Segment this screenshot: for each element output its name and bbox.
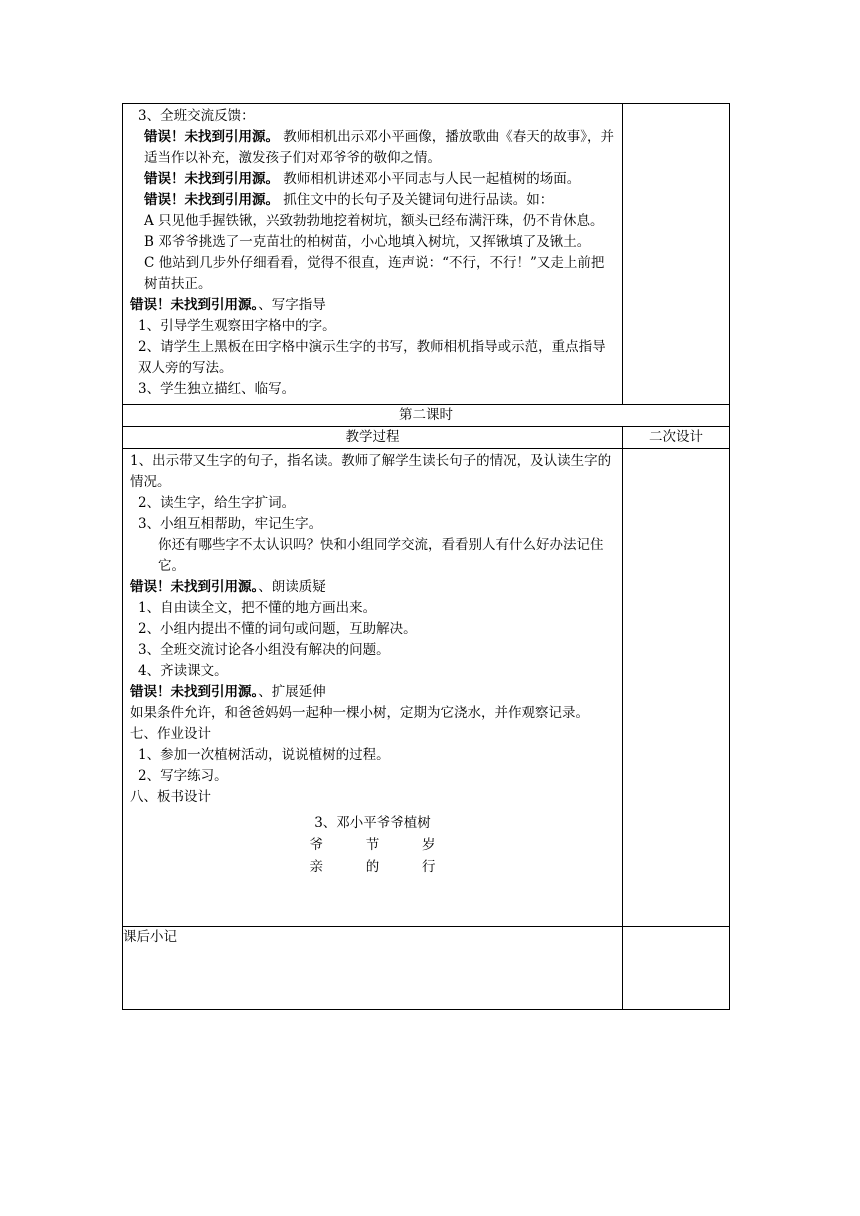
process-header: 教学过程: [123, 427, 623, 449]
text-line: [130, 493, 615, 514]
line-text: 、写字指导: [258, 297, 326, 313]
line-text: 3、全班交流讨论各小组没有解决的问题。: [138, 642, 390, 658]
line-text: 2、读生字，给生字扩词。: [138, 495, 296, 511]
line-text: B 邓爷爷挑选了一克苗壮的柏树苗，小心地填入树坑，又挥锹填了及锹土。: [144, 234, 591, 250]
line-text: 七、作业设计: [130, 726, 211, 742]
text-line: [130, 724, 615, 745]
lesson2-title: 第二课时: [123, 405, 730, 427]
text-line: [130, 703, 615, 724]
redesign-header: 二次设计: [623, 427, 730, 449]
line-text: 3、全班交流反馈：: [138, 108, 255, 124]
line-text: 教师相机讲述邓小平同志与人民一起植树的场面。: [279, 171, 581, 187]
board-row-2: [123, 856, 622, 878]
text-line: [130, 106, 615, 127]
line-text: 3、小组互相帮助，牢记生字。: [138, 516, 323, 532]
board-char: 节: [365, 837, 380, 853]
board-design: [123, 812, 622, 926]
lesson-plan-table: [122, 103, 730, 1010]
line-text: 、朗读质疑: [258, 579, 326, 595]
line-text: 抓住文中的长句子及关键词句进行品读。如：: [279, 192, 554, 208]
header-row: [123, 427, 730, 449]
lesson2-title-row: [123, 405, 730, 427]
notes-side-cell: [623, 927, 730, 1010]
board-char: 岁: [422, 837, 436, 853]
line-text: 1、参加一次植树活动，说说植树的过程。: [138, 747, 390, 763]
text-line: [130, 514, 615, 535]
line-text: 、扩展延伸: [258, 684, 326, 700]
text-line: [130, 190, 615, 211]
line-text: 1、引导学生观察田字格中的字。: [138, 318, 336, 334]
line-text: 如果条件允许，和爸爸妈妈一起种一棵小树，定期为它浇水，并作观察记录。: [130, 705, 589, 721]
line-text: C 他站到几步外仔细看看，觉得不很直，连声说：“不行，不行！”又走上前把树苗扶正。: [144, 255, 605, 292]
board-title: 3、邓小平爷爷植树: [314, 815, 431, 831]
text-line: [130, 316, 615, 337]
board-char: 行: [422, 859, 436, 875]
section2-row: [123, 449, 730, 927]
board-char: 亲: [309, 859, 323, 875]
text-line: [130, 253, 615, 295]
section2-body: [123, 449, 622, 812]
text-line: [130, 745, 615, 766]
section1-content-cell: [123, 104, 623, 405]
text-line: [130, 211, 615, 232]
text-line: [130, 766, 615, 787]
reference-error: 错误！未找到引用源。: [130, 684, 259, 700]
text-line: [130, 127, 615, 169]
notes-cell: [123, 927, 623, 1010]
notes-label: 课后小记: [123, 929, 177, 945]
text-line: [130, 661, 615, 682]
section1-body: [123, 104, 622, 404]
line-text: 教师相机出示邓小平画像，播放歌曲《春天的故事》，并适当作以补充，激发孩子们对邓爷爷的敬仰之情。: [144, 129, 615, 166]
text-line: [130, 379, 615, 400]
line-text: 2、请学生上黑板在田字格中演示生字的书写，教师相机指导或示范，重点指导双人旁的写法。: [138, 339, 606, 376]
text-line: [130, 169, 615, 190]
line-text: 3、学生独立描红、临写。: [138, 381, 296, 397]
reference-error: 错误！未找到引用源。: [130, 297, 259, 313]
text-line: [130, 682, 615, 703]
line-text: 1、出示带又生字的句子，指名读。教师了解学生读长句子的情况，及认读生字的情况。: [130, 453, 612, 490]
reference-error: 错误！未找到引用源。: [144, 129, 279, 145]
text-line: [130, 619, 615, 640]
line-text: 八、板书设计: [130, 789, 211, 805]
section1-row: [123, 104, 730, 405]
section2-side-cell: [623, 449, 730, 927]
text-line: [130, 295, 615, 316]
line-text: 4、齐读课文。: [138, 663, 228, 679]
board-char: 爷: [309, 837, 323, 853]
text-line: [130, 787, 615, 808]
board-char: 的: [365, 859, 380, 875]
text-line: [130, 337, 615, 379]
notes-row: [123, 927, 730, 1010]
reference-error: 错误！未找到引用源。: [144, 171, 279, 187]
reference-error: 错误！未找到引用源。: [130, 579, 259, 595]
board-row-1: [123, 834, 622, 856]
text-line: [130, 640, 615, 661]
text-line: [130, 598, 615, 619]
reference-error: 错误！未找到引用源。: [144, 192, 279, 208]
text-line: [130, 451, 615, 493]
line-text: 你还有哪些字不太认识吗？快和小组同学交流，看看别人有什么好办法记住它。: [158, 537, 604, 574]
text-line: [130, 232, 615, 253]
text-line: [130, 577, 615, 598]
line-text: 1、自由读全文，把不懂的地方画出来。: [138, 600, 377, 616]
section1-side-cell: [623, 104, 730, 405]
line-text: A 只见他手握铁锹，兴致勃勃地挖着树坑，额头已经布满汗珠，仍不肯休息。: [144, 213, 604, 229]
line-text: 2、写字练习。: [138, 768, 228, 784]
line-text: 2、小组内提出不懂的词句或问题，互助解决。: [138, 621, 417, 637]
text-line: [130, 535, 615, 577]
section2-content-cell: [123, 449, 623, 927]
